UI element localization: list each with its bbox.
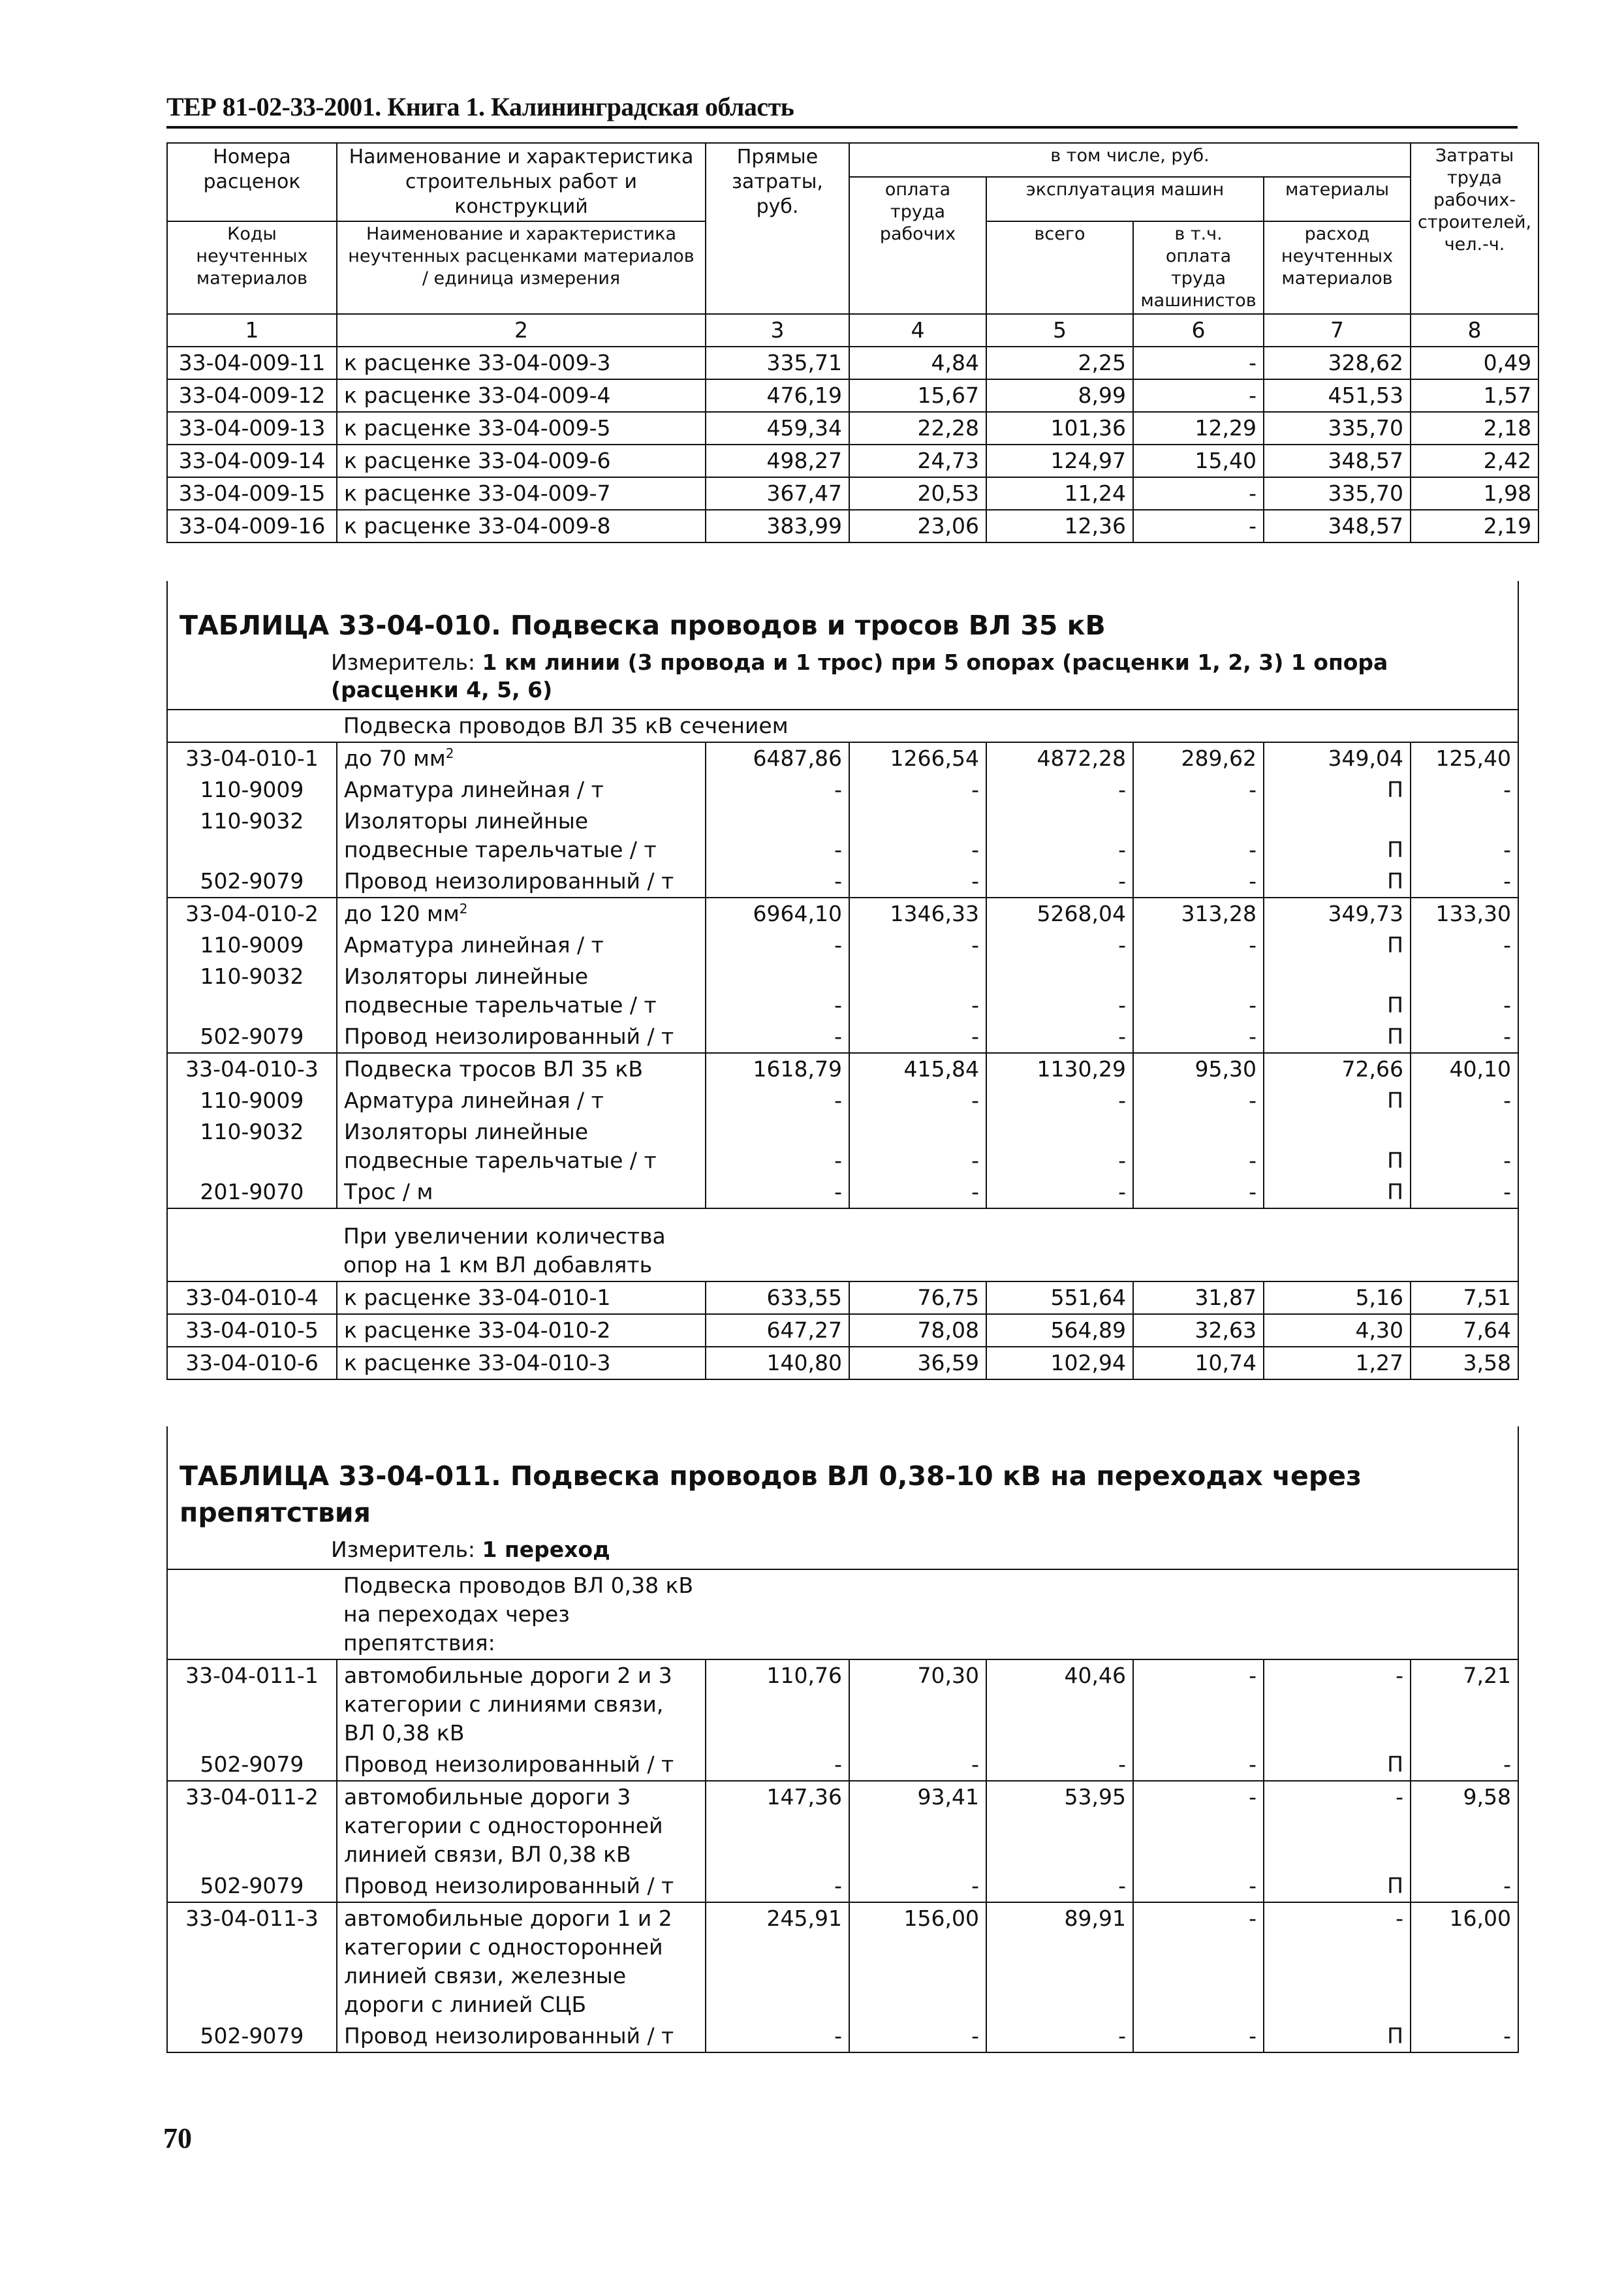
worker-pay-cell: 1346,33: [849, 898, 986, 930]
materials-cell: П: [1264, 1021, 1411, 1053]
direct-costs-cell: -: [706, 930, 849, 961]
table-row: [167, 898, 1518, 930]
labor-cell: 7,21: [1411, 1659, 1518, 1749]
table-row: [167, 1281, 1518, 1314]
material-name-cell: Трос / м: [337, 1176, 706, 1208]
header-worker-pay: оплата труда рабочих: [849, 177, 986, 314]
superscript: 2: [459, 901, 468, 917]
labor-cell: 133,30: [1411, 898, 1518, 930]
operator-pay-cell: -: [1133, 1870, 1264, 1902]
rate-code-cell: 33-04-009-11: [167, 347, 337, 379]
material-name-cell: Провод неизолированный / т: [337, 1870, 706, 1902]
materials-cell: П: [1264, 2020, 1411, 2052]
worker-pay-cell: -: [849, 1085, 986, 1116]
materials-cell: -: [1264, 1902, 1411, 2020]
labor-cell: -: [1411, 806, 1518, 866]
machines-total-cell: 551,64: [986, 1281, 1133, 1314]
operator-pay-cell: 32,63: [1133, 1314, 1264, 1347]
direct-costs-cell: -: [706, 1749, 849, 1781]
material-row: [167, 930, 1518, 961]
materials-cell: 451,53: [1264, 379, 1411, 412]
materials-cell: 335,70: [1264, 477, 1411, 510]
rate-name-text: автомобильные дороги 1 и 2 категории с односторонней линией связи, железные дороги с линией СЦБ: [344, 1906, 672, 2017]
rate-name-text: автомобильные дороги 2 и 3 категории с линиями связи, ВЛ 0,38 кВ: [344, 1663, 672, 1746]
header-including-group: в том числе, руб.: [849, 143, 1411, 177]
direct-costs-cell: 147,36: [706, 1781, 849, 1870]
direct-costs-cell: -: [706, 1870, 849, 1902]
materials-cell: П: [1264, 930, 1411, 961]
header-operator-pay: в т.ч. оплата труда машинистов: [1133, 221, 1264, 314]
operator-pay-cell: 12,29: [1133, 412, 1264, 445]
material-name-cell: Провод неизолированный / т: [337, 2020, 706, 2052]
materials-cell: П: [1264, 1116, 1411, 1176]
superscript: 2: [445, 746, 454, 761]
labor-cell: 7,64: [1411, 1314, 1518, 1347]
table-row: [167, 445, 1538, 477]
direct-costs-cell: -: [706, 961, 849, 1021]
material-row: [167, 1176, 1518, 1208]
table-010-measure: [168, 649, 1518, 709]
labor-cell: -: [1411, 1176, 1518, 1208]
machines-total-cell: -: [986, 1749, 1133, 1781]
rate-name-cell: к расценке 33-04-009-7: [337, 477, 706, 510]
materials-cell: П: [1264, 774, 1411, 806]
worker-pay-cell: -: [849, 1116, 986, 1176]
rate-name-text: до 70 мм: [344, 746, 446, 771]
table-33-04-011: [166, 1426, 1519, 2053]
machines-total-cell: -: [986, 1021, 1133, 1053]
machines-total-cell: 12,36: [986, 510, 1133, 542]
rate-name-cell: [337, 1781, 706, 1870]
column-number: 6: [1133, 314, 1264, 347]
header-machines: эксплуатация машин: [986, 177, 1264, 221]
materials-cell: П: [1264, 1176, 1411, 1208]
machines-total-cell: -: [986, 1176, 1133, 1208]
materials-cell: П: [1264, 1749, 1411, 1781]
worker-pay-cell: -: [849, 1176, 986, 1208]
header-materials: материалы: [1264, 177, 1411, 221]
direct-costs-cell: 110,76: [706, 1659, 849, 1749]
machines-total-cell: -: [986, 1870, 1133, 1902]
measure-value: 1 переход: [482, 1537, 610, 1562]
operator-pay-cell: -: [1133, 1902, 1264, 2020]
labor-cell: -: [1411, 1870, 1518, 1902]
section-row: [167, 1208, 1518, 1281]
operator-pay-cell: 313,28: [1133, 898, 1264, 930]
worker-pay-cell: 93,41: [849, 1781, 986, 1870]
material-name-cell: Арматура линейная / т: [337, 1085, 706, 1116]
operator-pay-cell: -: [1133, 347, 1264, 379]
worker-pay-cell: 23,06: [849, 510, 986, 542]
rate-name-cell: к расценке 33-04-009-6: [337, 445, 706, 477]
labor-cell: 9,58: [1411, 1781, 1518, 1870]
rate-code-cell: 33-04-009-13: [167, 412, 337, 445]
table-33-04-010: [166, 581, 1519, 1380]
operator-pay-cell: -: [1133, 1085, 1264, 1116]
table-row: [167, 510, 1538, 542]
direct-costs-cell: 245,91: [706, 1902, 849, 2020]
operator-pay-cell: 95,30: [1133, 1053, 1264, 1085]
direct-costs-cell: -: [706, 774, 849, 806]
rate-code-cell: 33-04-010-6: [167, 1347, 337, 1379]
table-011-measure: [168, 1536, 1518, 1569]
worker-pay-cell: 22,28: [849, 412, 986, 445]
machines-total-cell: -: [986, 774, 1133, 806]
rate-name-cell: [337, 742, 706, 774]
rate-name-cell: [337, 1053, 706, 1085]
worker-pay-cell: -: [849, 806, 986, 866]
direct-costs-cell: -: [706, 866, 849, 898]
header-material-name: Наименование и характеристика неучтенных расценками материалов / единица измерения: [337, 221, 706, 314]
operator-pay-cell: -: [1133, 1781, 1264, 1870]
machines-total-cell: 5268,04: [986, 898, 1133, 930]
rates-table-top: [166, 142, 1539, 543]
material-row: [167, 1085, 1518, 1116]
direct-costs-cell: -: [706, 806, 849, 866]
materials-cell: -: [1264, 1659, 1411, 1749]
material-row: [167, 961, 1518, 1021]
worker-pay-cell: 1266,54: [849, 742, 986, 774]
table-row: [167, 742, 1518, 774]
worker-pay-cell: 78,08: [849, 1314, 986, 1347]
materials-cell: П: [1264, 1870, 1411, 1902]
machines-total-cell: 8,99: [986, 379, 1133, 412]
table-row: [167, 379, 1538, 412]
direct-costs-cell: 6487,86: [706, 742, 849, 774]
table-row: [167, 1053, 1518, 1085]
material-row: [167, 1116, 1518, 1176]
material-row: [167, 866, 1518, 898]
direct-costs-cell: 647,27: [706, 1314, 849, 1347]
rate-code-cell: 33-04-009-16: [167, 510, 337, 542]
machines-total-cell: 1130,29: [986, 1053, 1133, 1085]
materials-cell: П: [1264, 961, 1411, 1021]
worker-pay-cell: 20,53: [849, 477, 986, 510]
operator-pay-cell: -: [1133, 2020, 1264, 2052]
machines-total-cell: 102,94: [986, 1347, 1133, 1379]
operator-pay-cell: 10,74: [1133, 1347, 1264, 1379]
section-label: Подвеска проводов ВЛ 0,38 кВ на переходах через препятствия:: [337, 1569, 706, 1659]
measure-label: Измеритель:: [331, 1537, 476, 1562]
operator-pay-cell: -: [1133, 961, 1264, 1021]
header-material-codes: Коды неучтенных материалов: [167, 221, 337, 314]
operator-pay-cell: -: [1133, 806, 1264, 866]
worker-pay-cell: 15,67: [849, 379, 986, 412]
materials-cell: 328,62: [1264, 347, 1411, 379]
rate-name-cell: [337, 898, 706, 930]
operator-pay-cell: -: [1133, 866, 1264, 898]
material-code-cell: 110-9032: [167, 1116, 337, 1176]
table-011-title: ТАБЛИЦА 33-04-011. Подвеска проводов ВЛ 0,38-10 кВ на переходах через препятствия: [180, 1460, 1362, 1528]
rate-name-cell: к расценке 33-04-010-2: [337, 1314, 706, 1347]
direct-costs-cell: 476,19: [706, 379, 849, 412]
operator-pay-cell: -: [1133, 774, 1264, 806]
rate-code-cell: 33-04-010-2: [167, 898, 337, 930]
measure-label: Измеритель:: [331, 650, 476, 675]
direct-costs-cell: 1618,79: [706, 1053, 849, 1085]
table-row: [167, 1659, 1518, 1749]
material-name-cell: Изоляторы линейные подвесные тарельчатые / т: [337, 961, 706, 1021]
machines-total-cell: -: [986, 2020, 1133, 2052]
rate-code-cell: 33-04-010-3: [167, 1053, 337, 1085]
section-label: При увеличении количества опор на 1 км ВЛ добавлять: [337, 1208, 706, 1281]
rate-name-cell: к расценке 33-04-009-8: [337, 510, 706, 542]
operator-pay-cell: 289,62: [1133, 742, 1264, 774]
rate-name-text: до 120 мм: [344, 901, 460, 926]
worker-pay-cell: -: [849, 2020, 986, 2052]
direct-costs-cell: 498,27: [706, 445, 849, 477]
machines-total-cell: -: [986, 961, 1133, 1021]
material-name-cell: Провод неизолированный / т: [337, 866, 706, 898]
column-number: 8: [1411, 314, 1538, 347]
rate-name-cell: [337, 1902, 706, 2020]
material-code-cell: 502-9079: [167, 1749, 337, 1781]
rate-code-cell: 33-04-009-14: [167, 445, 337, 477]
machines-total-cell: 53,95: [986, 1781, 1133, 1870]
rate-name-cell: к расценке 33-04-009-4: [337, 379, 706, 412]
material-row: [167, 1870, 1518, 1902]
table-row: [167, 1314, 1518, 1347]
labor-cell: -: [1411, 1116, 1518, 1176]
machines-total-cell: -: [986, 930, 1133, 961]
worker-pay-cell: 415,84: [849, 1053, 986, 1085]
materials-cell: П: [1264, 806, 1411, 866]
operator-pay-cell: -: [1133, 1021, 1264, 1053]
direct-costs-cell: 367,47: [706, 477, 849, 510]
labor-cell: -: [1411, 866, 1518, 898]
worker-pay-cell: 4,84: [849, 347, 986, 379]
header-direct-costs: Прямые затраты, руб.: [706, 143, 849, 314]
table-row: [167, 1902, 1518, 2020]
rate-code-cell: 33-04-010-1: [167, 742, 337, 774]
direct-costs-cell: -: [706, 1085, 849, 1116]
material-row: [167, 1749, 1518, 1781]
materials-cell: 348,57: [1264, 510, 1411, 542]
worker-pay-cell: -: [849, 1749, 986, 1781]
materials-cell: 5,16: [1264, 1281, 1411, 1314]
labor-cell: 1,98: [1411, 477, 1538, 510]
material-name-cell: Провод неизолированный / т: [337, 1749, 706, 1781]
rate-code-cell: 33-04-010-4: [167, 1281, 337, 1314]
materials-cell: 72,66: [1264, 1053, 1411, 1085]
labor-cell: -: [1411, 930, 1518, 961]
operator-pay-cell: -: [1133, 379, 1264, 412]
rate-name-cell: к расценке 33-04-009-3: [337, 347, 706, 379]
labor-cell: -: [1411, 1021, 1518, 1053]
material-code-cell: 110-9032: [167, 806, 337, 866]
rate-name-text: автомобильные дороги 3 категории с односторонней линией связи, ВЛ 0,38 кВ: [344, 1784, 663, 1867]
table-row: [167, 1347, 1518, 1379]
column-number: 7: [1264, 314, 1411, 347]
rate-name-cell: к расценке 33-04-009-5: [337, 412, 706, 445]
material-code-cell: 110-9009: [167, 1085, 337, 1116]
labor-cell: 3,58: [1411, 1347, 1518, 1379]
material-name-cell: Провод неизолированный / т: [337, 1021, 706, 1053]
direct-costs-cell: -: [706, 1021, 849, 1053]
machines-total-cell: -: [986, 866, 1133, 898]
machines-total-cell: 124,97: [986, 445, 1133, 477]
worker-pay-cell: -: [849, 866, 986, 898]
operator-pay-cell: -: [1133, 930, 1264, 961]
material-name-cell: Арматура линейная / т: [337, 930, 706, 961]
labor-cell: 1,57: [1411, 379, 1538, 412]
operator-pay-cell: -: [1133, 477, 1264, 510]
labor-cell: 2,18: [1411, 412, 1538, 445]
measure-value: 1 км линии (3 провода и 1 трос) при 5 опорах (расценки 1, 2, 3) 1 опора (расценки 4, 5, 6): [331, 650, 1388, 702]
header-material-consumption: расход неучтенных материалов: [1264, 221, 1411, 314]
labor-cell: -: [1411, 2020, 1518, 2052]
table-row: [167, 1781, 1518, 1870]
rate-name-cell: [337, 1659, 706, 1749]
material-row: [167, 2020, 1518, 2052]
rate-code-cell: 33-04-009-12: [167, 379, 337, 412]
labor-cell: -: [1411, 1085, 1518, 1116]
table-row: [167, 477, 1538, 510]
rate-code-cell: 33-04-011-3: [167, 1902, 337, 2020]
materials-cell: П: [1264, 866, 1411, 898]
material-code-cell: 502-9079: [167, 1870, 337, 1902]
material-row: [167, 1021, 1518, 1053]
header-machines-total: всего: [986, 221, 1133, 314]
column-number: 5: [986, 314, 1133, 347]
material-code-cell: 502-9079: [167, 2020, 337, 2052]
operator-pay-cell: -: [1133, 1116, 1264, 1176]
worker-pay-cell: 76,75: [849, 1281, 986, 1314]
machines-total-cell: 89,91: [986, 1902, 1133, 2020]
rate-name-cell: к расценке 33-04-010-1: [337, 1281, 706, 1314]
column-number: 4: [849, 314, 986, 347]
direct-costs-cell: 383,99: [706, 510, 849, 542]
labor-cell: -: [1411, 1749, 1518, 1781]
worker-pay-cell: 156,00: [849, 1902, 986, 2020]
table-row: [167, 412, 1538, 445]
labor-cell: -: [1411, 961, 1518, 1021]
labor-cell: 40,10: [1411, 1053, 1518, 1085]
machines-total-cell: 40,46: [986, 1659, 1133, 1749]
materials-cell: 335,70: [1264, 412, 1411, 445]
machines-total-cell: 101,36: [986, 412, 1133, 445]
material-name-cell: Изоляторы линейные подвесные тарельчатые / т: [337, 806, 706, 866]
material-code-cell: 110-9009: [167, 930, 337, 961]
materials-cell: 4,30: [1264, 1314, 1411, 1347]
materials-cell: 1,27: [1264, 1347, 1411, 1379]
labor-cell: 7,51: [1411, 1281, 1518, 1314]
rate-code-cell: 33-04-010-5: [167, 1314, 337, 1347]
header-work-name: Наименование и характеристика строительных работ и конструкций: [337, 143, 706, 221]
machines-total-cell: 4872,28: [986, 742, 1133, 774]
materials-cell: -: [1264, 1781, 1411, 1870]
direct-costs-cell: 140,80: [706, 1347, 849, 1379]
column-number: 1: [167, 314, 337, 347]
worker-pay-cell: 24,73: [849, 445, 986, 477]
operator-pay-cell: -: [1133, 1176, 1264, 1208]
labor-cell: 16,00: [1411, 1902, 1518, 2020]
worker-pay-cell: -: [849, 1870, 986, 1902]
operator-pay-cell: 31,87: [1133, 1281, 1264, 1314]
operator-pay-cell: 15,40: [1133, 445, 1264, 477]
rate-name-text: Подвеска тросов ВЛ 35 кВ: [344, 1056, 643, 1082]
operator-pay-cell: -: [1133, 1659, 1264, 1749]
material-row: [167, 806, 1518, 866]
direct-costs-cell: 633,55: [706, 1281, 849, 1314]
rate-code-cell: 33-04-011-2: [167, 1781, 337, 1870]
operator-pay-cell: -: [1133, 510, 1264, 542]
materials-cell: 349,73: [1264, 898, 1411, 930]
direct-costs-cell: -: [706, 1116, 849, 1176]
machines-total-cell: -: [986, 806, 1133, 866]
header-rate-numbers: Номера расценок: [167, 143, 337, 221]
direct-costs-cell: 6964,10: [706, 898, 849, 930]
labor-cell: 125,40: [1411, 742, 1518, 774]
rate-code-cell: 33-04-011-1: [167, 1659, 337, 1749]
material-row: [167, 774, 1518, 806]
labor-cell: 2,42: [1411, 445, 1538, 477]
direct-costs-cell: -: [706, 2020, 849, 2052]
header-labor-costs: Затраты труда рабочих-строителей, чел.-ч.: [1411, 143, 1538, 314]
material-name-cell: Арматура линейная / т: [337, 774, 706, 806]
machines-total-cell: 2,25: [986, 347, 1133, 379]
machines-total-cell: -: [986, 1116, 1133, 1176]
table-row: [167, 347, 1538, 379]
material-code-cell: 110-9032: [167, 961, 337, 1021]
labor-cell: -: [1411, 774, 1518, 806]
machines-total-cell: -: [986, 1085, 1133, 1116]
direct-costs-cell: -: [706, 1176, 849, 1208]
section-label: Подвеска проводов ВЛ 35 кВ сечением: [337, 710, 1518, 742]
table-010-title: ТАБЛИЦА 33-04-010. Подвеска проводов и тросов ВЛ 35 кВ: [180, 610, 1106, 641]
column-number: 2: [337, 314, 706, 347]
worker-pay-cell: -: [849, 774, 986, 806]
materials-cell: 349,04: [1264, 742, 1411, 774]
material-code-cell: 201-9070: [167, 1176, 337, 1208]
column-number: 3: [706, 314, 849, 347]
worker-pay-cell: -: [849, 1021, 986, 1053]
rate-code-cell: 33-04-009-15: [167, 477, 337, 510]
worker-pay-cell: -: [849, 930, 986, 961]
material-code-cell: 110-9009: [167, 774, 337, 806]
worker-pay-cell: 36,59: [849, 1347, 986, 1379]
material-name-cell: Изоляторы линейные подвесные тарельчатые / т: [337, 1116, 706, 1176]
worker-pay-cell: 70,30: [849, 1659, 986, 1749]
page-number: 70: [163, 2122, 192, 2154]
labor-cell: 0,49: [1411, 347, 1538, 379]
rate-name-cell: к расценке 33-04-010-3: [337, 1347, 706, 1379]
materials-cell: 348,57: [1264, 445, 1411, 477]
materials-cell: П: [1264, 1085, 1411, 1116]
machines-total-cell: 564,89: [986, 1314, 1133, 1347]
direct-costs-cell: 335,71: [706, 347, 849, 379]
material-code-cell: 502-9079: [167, 866, 337, 898]
machines-total-cell: 11,24: [986, 477, 1133, 510]
labor-cell: 2,19: [1411, 510, 1538, 542]
material-code-cell: 502-9079: [167, 1021, 337, 1053]
operator-pay-cell: -: [1133, 1749, 1264, 1781]
direct-costs-cell: 459,34: [706, 412, 849, 445]
page-header: ТЕР 81-02-33-2001. Книга 1. Калининградская область: [166, 91, 1518, 129]
worker-pay-cell: -: [849, 961, 986, 1021]
